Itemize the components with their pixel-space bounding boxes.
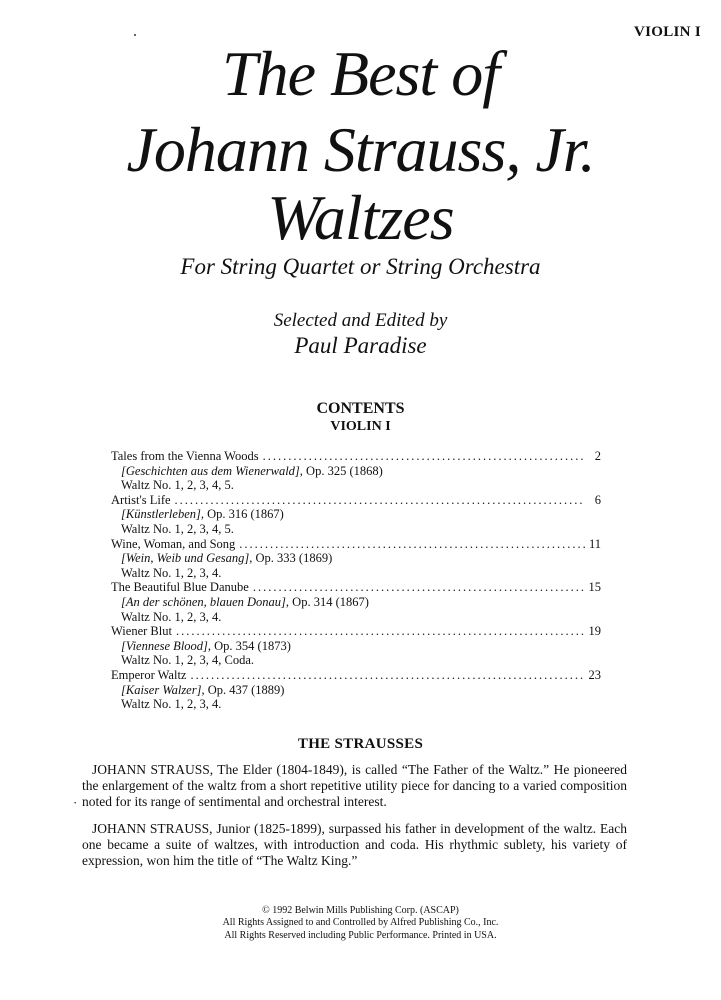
dot-leader bbox=[239, 537, 585, 552]
toc-entry-alt-title: [Geschichten aus dem Wienerwald] bbox=[121, 463, 300, 478]
toc-entry-page: 6 bbox=[594, 492, 601, 507]
dot-leader bbox=[175, 493, 585, 508]
toc-entry bbox=[111, 537, 601, 581]
toc-entry-waltzes: Waltz No. 1, 2, 3, 4, 5. bbox=[121, 478, 234, 493]
table-of-contents bbox=[111, 449, 601, 712]
toc-entry-opus: , Op. 437 (1889) bbox=[201, 682, 285, 697]
toc-entry bbox=[111, 449, 601, 493]
toc-entry-title: Tales from the Vienna Woods bbox=[111, 449, 259, 463]
dot-leader bbox=[263, 449, 585, 464]
toc-entry bbox=[111, 493, 601, 537]
toc-entry-page: 15 bbox=[588, 580, 601, 595]
toc-entry-waltzes: Waltz No. 1, 2, 3, 4. bbox=[121, 565, 222, 580]
toc-entry-opus: , Op. 316 (1867) bbox=[200, 507, 284, 522]
margin-mark: · bbox=[73, 795, 78, 810]
subtitle: For String Quartet or String Orchestra bbox=[180, 254, 541, 279]
toc-entry-title: Emperor Waltz bbox=[111, 667, 187, 682]
paragraph-text: JOHANN STRAUSS, The Elder (1804-1849), is called “The Father of the Waltz.” He pioneered the enlargement of the waltz from a short repetitive utility piece for dancing to a varied composition noted for its range of sentimental and orchestral interest. bbox=[82, 762, 627, 810]
dot-leader bbox=[190, 668, 584, 683]
toc-entry-opus: , Op. 333 (1869) bbox=[249, 551, 333, 566]
contents-heading: CONTENTS bbox=[316, 400, 405, 417]
toc-entry-alt-title: [Kaiser Walzer] bbox=[121, 682, 202, 697]
toc-entry-page: 11 bbox=[588, 536, 601, 551]
toc-entry-alt-title: [An der schönen, blauen Donau] bbox=[121, 594, 286, 609]
toc-entry-title: Artist's Life bbox=[111, 492, 171, 507]
strausses-paragraph-2 bbox=[82, 821, 627, 870]
strausses-heading: THE STRAUSSES bbox=[297, 736, 424, 752]
title-line-3: Waltzes bbox=[267, 182, 454, 253]
copyright-line: All Rights Reserved including Public Performance. Printed in USA. bbox=[224, 929, 497, 941]
toc-entry bbox=[111, 668, 601, 712]
copyright-line: All Rights Assigned to and Controlled by Alfred Publishing Co., Inc. bbox=[222, 917, 499, 929]
editor-credit: Selected and Edited by bbox=[273, 310, 448, 331]
scan-speck bbox=[134, 34, 136, 36]
toc-entry-title: Wine, Woman, and Song bbox=[111, 536, 236, 551]
toc-entry-waltzes: Waltz No. 1, 2, 3, 4. bbox=[121, 609, 222, 624]
toc-entry-title: The Beautiful Blue Danube bbox=[111, 580, 249, 595]
toc-entry-title: Wiener Blut bbox=[111, 624, 172, 639]
toc-entry bbox=[111, 580, 601, 624]
toc-entry-opus: , Op. 325 (1868) bbox=[299, 463, 383, 478]
copyright-line: © 1992 Belwin Mills Publishing Corp. (ASCAP) bbox=[262, 905, 459, 916]
dot-leader bbox=[253, 580, 585, 595]
toc-entry bbox=[111, 624, 601, 668]
strausses-paragraph-1 bbox=[82, 762, 627, 811]
toc-entry-alt-title: [Wein, Weib und Gesang] bbox=[121, 551, 250, 566]
title-line-2: Johann Strauss, Jr. bbox=[126, 114, 595, 185]
toc-entry-page: 19 bbox=[588, 624, 601, 639]
toc-entry-opus: , Op. 354 (1873) bbox=[207, 638, 291, 653]
toc-entry-waltzes: Waltz No. 1, 2, 3, 4. bbox=[121, 697, 222, 712]
paragraph-text: JOHANN STRAUSS, Junior (1825-1899), surpassed his father in development of the waltz. Each one became a suite of waltzes, with introduction and coda. His rhythmic sublety, his variety of expression, won him the title of “The Waltz King.” bbox=[82, 821, 627, 869]
toc-entry-page: 2 bbox=[594, 449, 601, 463]
part-label: VIOLIN I bbox=[634, 24, 701, 40]
toc-entry-alt-title: [Viennese Blood] bbox=[121, 638, 208, 653]
toc-entry-page: 23 bbox=[588, 667, 601, 682]
toc-entry-opus: , Op. 314 (1867) bbox=[285, 594, 369, 609]
toc-entry-waltzes: Waltz No. 1, 2, 3, 4, Coda. bbox=[121, 653, 255, 668]
dot-leader bbox=[176, 624, 585, 639]
contents-subheading: VIOLIN I bbox=[330, 419, 391, 434]
editor-name: Paul Paradise bbox=[294, 333, 427, 358]
copyright-notice bbox=[0, 905, 721, 942]
title-line-1: The Best of bbox=[222, 38, 499, 109]
toc-entry-alt-title: [Künstlerleben] bbox=[121, 507, 201, 522]
toc-entry-waltzes: Waltz No. 1, 2, 3, 4, 5. bbox=[121, 521, 234, 536]
